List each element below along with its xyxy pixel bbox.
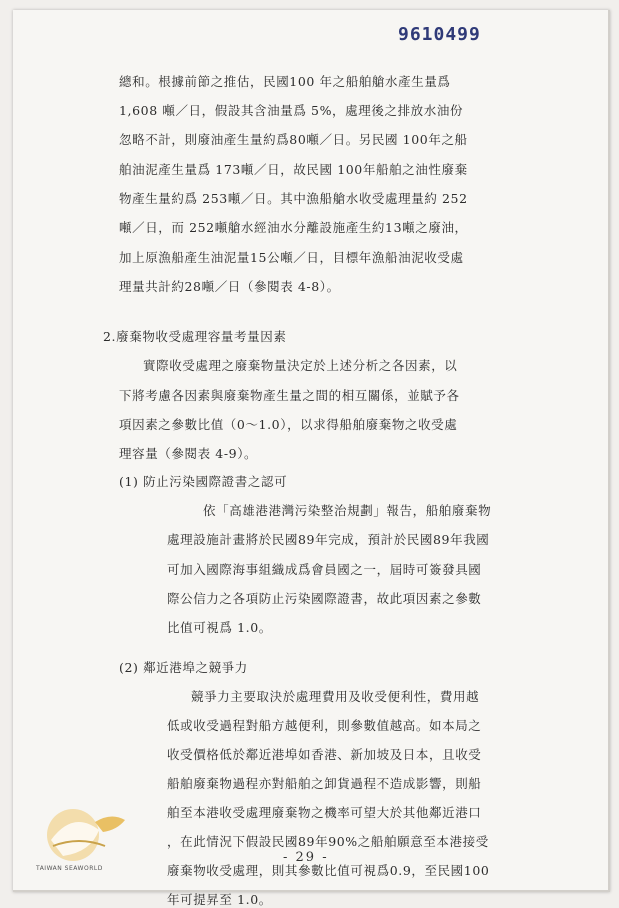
text-line: 舶油泥產生量爲 173噸／日，故民國 100年船舶之油性廢棄: [119, 162, 468, 177]
logo-caption: TAIWAN SEAWORLD: [36, 865, 103, 872]
subsection-heading: (1) 防止污染國際證書之認可: [119, 474, 288, 489]
text-line: 依「高雄港港灣污染整治規劃」報告，船舶廢棄物: [203, 503, 492, 518]
text-line: 理量共計約28噸／日（參閱表 4-8）。: [119, 279, 340, 294]
text-line: 舶至本港收受處理廢棄物之機率可望大於其他鄰近港口: [167, 805, 482, 820]
text-line: 忽略不計，則廢油產生量約爲80噸／日。另民國 100年之船: [119, 132, 468, 147]
text-line: 比值可視爲 1.0。: [167, 620, 272, 635]
section-heading: 2.廢棄物收受處理容量考量因素: [103, 329, 287, 344]
text-line: 船舶廢棄物過程亦對船舶之卸貨過程不造成影響，則船: [167, 776, 482, 791]
text-line: 下將考慮各因素與廢棄物產生量之間的相互關係，並賦予各: [119, 388, 460, 403]
text-line: 項因素之參數比值（0～1.0），以求得船舶廢棄物之收受處: [119, 417, 458, 432]
text-line: 總和。根據前節之推估，民國100 年之船舶艙水產生量爲: [119, 74, 451, 89]
text-line: 噸／日，而 252噸艙水經油水分離設施產生約13噸之廢油，: [119, 220, 468, 235]
subsection-heading: (2) 鄰近港埠之競爭力: [119, 660, 248, 675]
text-line: 物產生量約爲 253噸／日。其中漁船艙水收受處理量約 252: [119, 191, 468, 206]
document-page: [13, 10, 610, 907]
text-line: 廢棄物收受處理，則其參數比值可視爲0.9，至民國100: [167, 863, 490, 878]
text-line: 競爭力主要取決於處理費用及收受便利性，費用越: [191, 689, 480, 704]
text-line: 可加入國際海事組織成爲會員國之一，屆時可簽發具國: [167, 562, 482, 577]
text-line: 收受價格低於鄰近港埠如香港、新加坡及日本，且收受: [167, 747, 482, 762]
text-line: 低或收受過程對船方越便利，則參數值越高。如本局之: [167, 718, 482, 733]
text-line: 年可提昇至 1.0。: [167, 892, 272, 907]
logo-emblem-icon: [33, 800, 143, 870]
text-line: ，在此情況下假設民國89年90%之船舶願意至本港接受: [167, 834, 489, 849]
text-line: 加上原漁船產生油泥量15公噸／日，目標年漁船油泥收受處: [119, 250, 464, 265]
text-line: 處理設施計畫將於民國89年完成，預計於民國89年我國: [167, 532, 490, 547]
text-line: 實際收受處理之廢棄物量決定於上述分析之各因素，以: [143, 358, 458, 373]
text-line: 理容量（參閱表 4-9）。: [119, 446, 258, 461]
text-line: 1,608 噸／日，假設其含油量爲 5%，處理後之排放水油份: [119, 103, 464, 118]
page-number: - 29 -: [283, 850, 329, 865]
text-line: 際公信力之各項防止污染國際證書，故此項因素之參數: [167, 591, 482, 606]
stamp-number: 9610499: [398, 24, 481, 45]
library-logo: [33, 800, 153, 890]
